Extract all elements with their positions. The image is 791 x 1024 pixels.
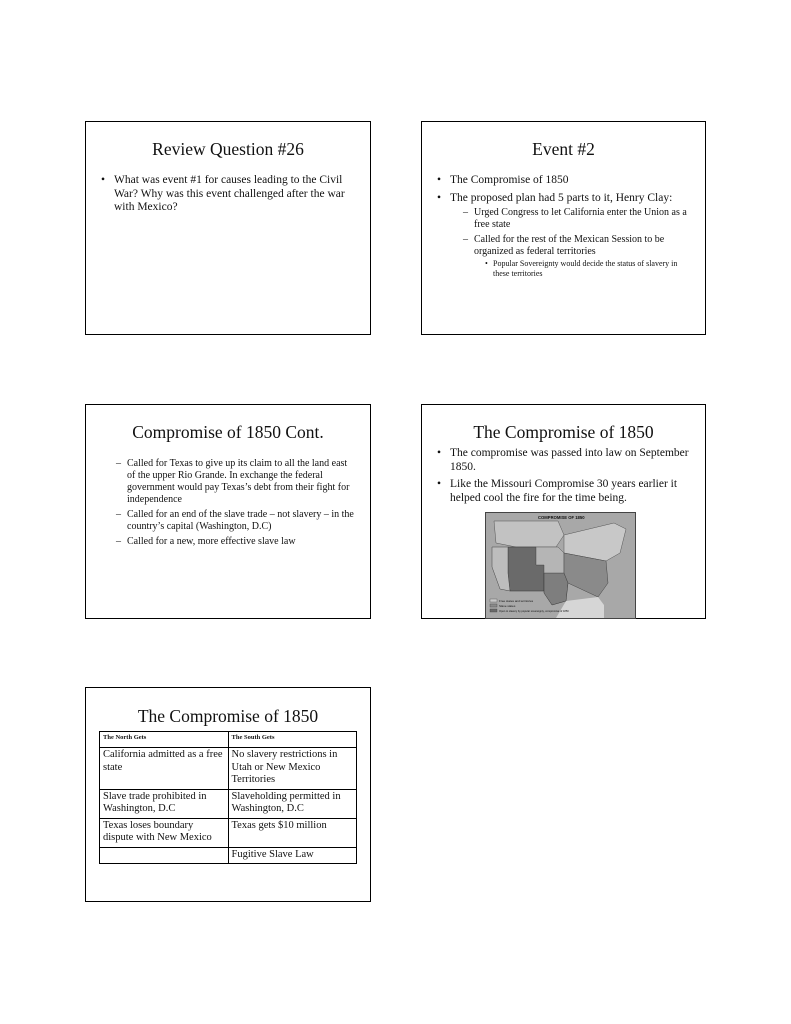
sub-bullet-text: Called for the rest of the Mexican Session to be organized as federal territories (474, 234, 665, 257)
sub-bullet-item: – Urged Congress to let California enter the Union as a free state (463, 207, 692, 231)
bullet-item: • Like the Missouri Compromise 30 years earlier it helped cool the fire for the time being. (437, 478, 699, 505)
bullet-list (437, 447, 699, 509)
table-cell: Slave trade prohibited in Washington, D.C (100, 789, 229, 818)
sub-bullet-item: – Called for an end of the slave trade – not slavery – in the country’s capital (Washington, D.C) (116, 509, 356, 533)
header-north: The North Gets (100, 732, 229, 748)
bullet-list (437, 174, 692, 283)
sub-bullet-item (463, 234, 692, 279)
subsub-bullet-list (485, 259, 692, 279)
header-south: The South Gets (228, 732, 357, 748)
map-legend-popular: Open to slavery by popular sovereignty, compromise of 1850 (499, 610, 569, 613)
slide-compromise-table (85, 687, 371, 902)
table-header-row (100, 732, 357, 748)
slide-title: Compromise of 1850 Cont. (132, 422, 324, 442)
slide-event-2 (421, 121, 706, 335)
map-title: COMPROMISE OF 1850 (538, 515, 585, 520)
table-cell: California admitted as a free state (100, 748, 229, 790)
table-row (100, 748, 357, 790)
bullet-item: • The compromise was passed into law on September 1850. (437, 447, 699, 474)
map-legend-free: Free states and territories (499, 599, 534, 603)
slide-title: The Compromise of 1850 (137, 706, 319, 726)
map-legend-slave: Slave states (499, 604, 516, 608)
bullet-item: • The Compromise of 1850 (437, 174, 692, 188)
table-row (100, 847, 357, 864)
table-cell (100, 847, 229, 864)
subsub-bullet-item: • Popular Sovereignty would decide the status of slavery in these territories (485, 259, 692, 279)
slide-review-question (85, 121, 371, 335)
table-cell: No slavery restrictions in Utah or New Mexico Territories (228, 748, 357, 790)
table-cell: Fugitive Slave Law (228, 847, 357, 864)
bullet-list (101, 174, 346, 219)
sub-bullet-list (116, 458, 356, 551)
sub-bullet-item: – Called for Texas to give up its claim to all the land east of the upper Rio Grande. In exchange the federal government would pay Texas’s debt from their fight for independence (116, 458, 356, 506)
table-cell: Slaveholding permitted in Washington, D.C (228, 789, 357, 818)
table-cell: Texas loses boundary dispute with New Mexico (100, 818, 229, 847)
slide-title: Event #2 (532, 139, 595, 159)
bullet-text: The proposed plan had 5 parts to it, Henry Clay: (450, 191, 673, 204)
compromise-map-image (485, 512, 636, 619)
table-row (100, 818, 357, 847)
slide-compromise-map (421, 404, 706, 619)
slide-title: Review Question #26 (152, 139, 304, 159)
bullet-item (437, 192, 692, 280)
sub-bullet-list (463, 207, 692, 279)
slide-title: The Compromise of 1850 (473, 422, 654, 442)
table-row (100, 789, 357, 818)
compromise-table (99, 731, 357, 864)
slide-compromise-cont (85, 404, 371, 619)
bullet-item: • What was event #1 for causes leading to the Civil War? Why was this event challenged after the war with Mexico? (101, 174, 346, 215)
table-cell: Texas gets $10 million (228, 818, 357, 847)
sub-bullet-item: – Called for a new, more effective slave law (116, 536, 356, 548)
us-map-graphic (486, 513, 635, 618)
